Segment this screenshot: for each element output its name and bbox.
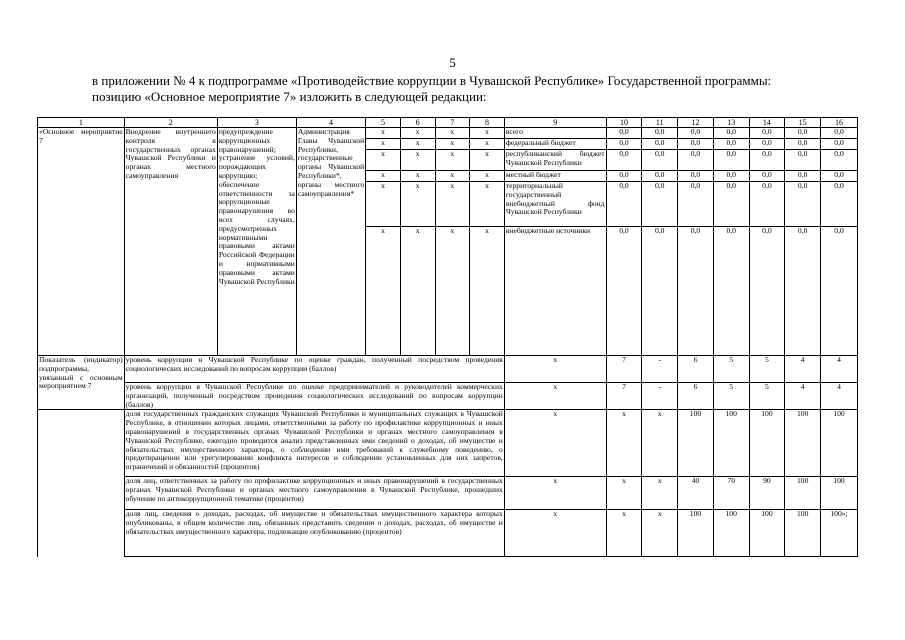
indicator-value: 100: [785, 477, 821, 510]
budget-code: x: [470, 150, 505, 171]
program-table: [37, 117, 858, 557]
column-number: 9: [504, 118, 606, 128]
measure-goals: предупреждение коррупционных правонарушений; устранение условий, порождающих коррупцию; обеспечение ответственности за коррупционные правонарушения во всех случаях, предусмотренных нормативными правовыми актами Российской Федерации и нормативными правовыми актами Чувашской Республики: [217, 128, 296, 356]
indicator-value: 70: [713, 477, 749, 510]
column-number: 13: [713, 118, 749, 128]
column-number: 1: [38, 118, 125, 128]
funding-value: 0,0: [713, 227, 749, 356]
indicator-value: 100: [821, 477, 858, 510]
column-number: 12: [678, 118, 714, 128]
funding-source: республиканский бюджет Чувашской Республики: [504, 150, 606, 171]
indicator-text: уровень коррупции в Чувашской Республике по оценке предпринимателей и руководителей коммерческих организаций, полученный посредством проведения социологических исследований по вопросам коррупции (баллов): [125, 382, 503, 409]
intro-text: [92, 73, 852, 105]
indicator-value: x: [606, 410, 642, 477]
indicator-text: доля лиц, сведения о доходах, расходах, об имуществе и обязательствах имущественного характера которых опубликованы, в общем количестве лиц, обязанных представить сведения о доходах, расходах, об имуществе и обязательствах имущественного характера, подлежащие опубликованию (процентов): [124, 510, 504, 557]
budget-code: x: [435, 171, 470, 182]
indicator-row: [38, 477, 858, 510]
indicator-value: x: [642, 477, 678, 510]
indicator-row: [38, 383, 858, 410]
indicator-value: x: [642, 510, 678, 557]
column-number: 16: [821, 118, 858, 128]
budget-code: x: [400, 227, 435, 356]
funding-value: 0,0: [606, 139, 642, 150]
indicator-col9: x: [504, 356, 606, 383]
funding-value: 0,0: [749, 227, 785, 356]
indicator-value: 4: [785, 356, 821, 383]
indicator-value: 4: [821, 356, 858, 383]
funding-value: 0,0: [642, 182, 678, 227]
funding-value: 0,0: [678, 182, 714, 227]
budget-code: x: [470, 182, 505, 227]
funding-source: федеральный бюджет: [504, 139, 606, 150]
funding-value: 0,0: [749, 128, 785, 139]
funding-value: 0,0: [749, 139, 785, 150]
indicator-text: доля лиц, ответственных за работу по профилактике коррупционных и иных правонарушений в государственных органах Чувашской Республики и органах местного самоуправления в Чувашской Республике, прошедших обучение по антикоррупционной тематике (процентов): [124, 477, 504, 510]
indicator-value: 100: [678, 510, 714, 557]
funding-value: 0,0: [785, 171, 821, 182]
column-number: 4: [296, 118, 365, 128]
funding-value: 0,0: [749, 182, 785, 227]
funding-value: 0,0: [821, 128, 858, 139]
budget-code: x: [400, 182, 435, 227]
funding-value: 0,0: [713, 182, 749, 227]
indicator-col9: x: [504, 383, 606, 410]
indicator-value: 4: [821, 383, 858, 410]
budget-code: x: [470, 171, 505, 182]
funding-source: территориальный государственный внебюджетный фонд Чувашской Республики: [504, 182, 606, 227]
funding-value: 0,0: [642, 150, 678, 171]
indicator-value: x: [606, 510, 642, 557]
funding-source: местный бюджет: [504, 171, 606, 182]
measure-description: Внедрение внутреннего контроля в государственных органах Чувашской Республики и органах местного самоуправления: [124, 128, 217, 356]
budget-code: x: [366, 139, 401, 150]
indicator-value: 100: [713, 510, 749, 557]
indicator-value: 90: [749, 477, 785, 510]
intro-line-2: позицию «Основное мероприятие 7» изложить в следующей редакции:: [92, 89, 487, 104]
measure-name: «Основное мероприятие 7: [38, 128, 125, 356]
funding-value: 0,0: [678, 128, 714, 139]
budget-code: x: [470, 128, 505, 139]
budget-code: x: [470, 139, 505, 150]
indicator-value: 6: [678, 356, 714, 383]
budget-code: x: [470, 227, 505, 356]
measure-executors: Администрация Главы Чувашской Республики, государственные органы Чувашской Республики*, органы местного самоуправления*: [296, 128, 365, 356]
budget-code: x: [435, 150, 470, 171]
indicator-value: -: [642, 383, 678, 410]
indicator-value: x: [642, 410, 678, 477]
indicator-value: 100: [678, 410, 714, 477]
funding-value: 0,0: [606, 150, 642, 171]
budget-code: x: [435, 182, 470, 227]
funding-source: внебюджетные источники: [504, 227, 606, 356]
funding-value: 0,0: [749, 171, 785, 182]
intro-line-1: в приложении № 4 к подпрограмме «Противодействие коррупции в Чувашской Республике» Государственной программы:: [92, 73, 772, 88]
funding-value: 0,0: [785, 227, 821, 356]
indicator-value: 7: [606, 356, 642, 383]
indicator-value: 5: [749, 383, 785, 410]
funding-value: 0,0: [606, 182, 642, 227]
column-number: 10: [606, 118, 642, 128]
indicator-value: 100: [749, 410, 785, 477]
funding-value: 0,0: [821, 150, 858, 171]
funding-value: 0,0: [821, 227, 858, 356]
indicator-value: 100: [785, 410, 821, 477]
funding-source: всего: [504, 128, 606, 139]
funding-value: 0,0: [678, 171, 714, 182]
measure-row: [38, 128, 858, 139]
budget-code: x: [366, 227, 401, 356]
funding-value: 0,0: [749, 150, 785, 171]
indicator-value: 6: [678, 383, 714, 410]
indicator-value: x: [606, 477, 642, 510]
funding-value: 0,0: [713, 171, 749, 182]
indicator-value: 4: [785, 383, 821, 410]
indicator-text: уровень коррупции в Чувашской Республике по оценке граждан, полученный посредством проведения социологических исследований по вопросам коррупции (баллов): [124, 356, 504, 383]
column-number: 6: [400, 118, 435, 128]
funding-value: 0,0: [642, 128, 678, 139]
indicator-label-continued: [38, 410, 125, 557]
indicator-value: 100: [785, 510, 821, 557]
indicator-col9: x: [504, 410, 606, 477]
column-number: 11: [642, 118, 678, 128]
column-number: 3: [217, 118, 296, 128]
indicator-value: 100: [749, 510, 785, 557]
indicator-value: 7: [606, 383, 642, 410]
funding-value: 0,0: [713, 150, 749, 171]
funding-value: 0,0: [678, 150, 714, 171]
column-number: 15: [785, 118, 821, 128]
funding-value: 0,0: [785, 128, 821, 139]
column-number-row: [38, 118, 858, 128]
funding-value: 0,0: [713, 128, 749, 139]
indicator-value: 5: [713, 383, 749, 410]
indicator-value: 100: [821, 410, 858, 477]
budget-code: x: [366, 150, 401, 171]
column-number: 2: [124, 118, 217, 128]
indicator-row: [38, 410, 858, 477]
indicator-value: 5: [713, 356, 749, 383]
column-number: 7: [435, 118, 470, 128]
budget-code: x: [400, 150, 435, 171]
funding-value: 0,0: [678, 139, 714, 150]
funding-value: 0,0: [785, 150, 821, 171]
budget-code: x: [366, 182, 401, 227]
column-number: 5: [366, 118, 401, 128]
funding-value: 0,0: [606, 171, 642, 182]
indicator-value: 100»;: [821, 510, 858, 557]
page-number: 5: [449, 55, 456, 70]
indicator-col9: x: [504, 510, 606, 557]
indicator-col9: x: [504, 477, 606, 510]
budget-code: x: [366, 128, 401, 139]
funding-value: 0,0: [821, 171, 858, 182]
budget-code: x: [400, 128, 435, 139]
column-number: 8: [470, 118, 505, 128]
funding-value: 0,0: [785, 182, 821, 227]
funding-value: 0,0: [642, 227, 678, 356]
funding-value: 0,0: [606, 227, 642, 356]
indicator-value: 100: [713, 410, 749, 477]
indicator-text: доля государственных гражданских служащих Чувашской Республики и муниципальных служащих в Чувашской Республике, в отношении которых лицами, ответственными за работу по профилактике коррупционных и иных правонарушений в государственных органах Чувашской Республики и органах местного самоуправления в Чувашской Республике, ежегодно проводится анализ представленных ими сведений о доходах, об имуществе и обязательствах имущественного характера, о соблюдении ими требований к служебному поведению, о предотвращении или урегулировании конфликта интересов и соблюдении установленных для них запретов, ограничений и обязанностей (процентов): [124, 410, 504, 477]
funding-value: 0,0: [678, 227, 714, 356]
budget-code: x: [366, 171, 401, 182]
indicator-value: 40: [678, 477, 714, 510]
funding-value: 0,0: [713, 139, 749, 150]
column-number: 14: [749, 118, 785, 128]
indicator-label: Показатель (индикатор) подпрограммы, увязанный с основным мероприятием 7: [38, 356, 125, 410]
indicator-value: -: [642, 356, 678, 383]
indicator-value: 5: [749, 356, 785, 383]
funding-value: 0,0: [606, 128, 642, 139]
budget-code: x: [400, 139, 435, 150]
indicator-row: [38, 510, 858, 557]
budget-code: x: [435, 227, 470, 356]
budget-code: x: [435, 128, 470, 139]
budget-code: x: [435, 139, 470, 150]
budget-code: x: [400, 171, 435, 182]
funding-value: 0,0: [821, 139, 858, 150]
funding-value: 0,0: [785, 139, 821, 150]
funding-value: 0,0: [821, 182, 858, 227]
funding-value: 0,0: [642, 139, 678, 150]
indicator-row: [38, 356, 858, 383]
funding-value: 0,0: [642, 171, 678, 182]
